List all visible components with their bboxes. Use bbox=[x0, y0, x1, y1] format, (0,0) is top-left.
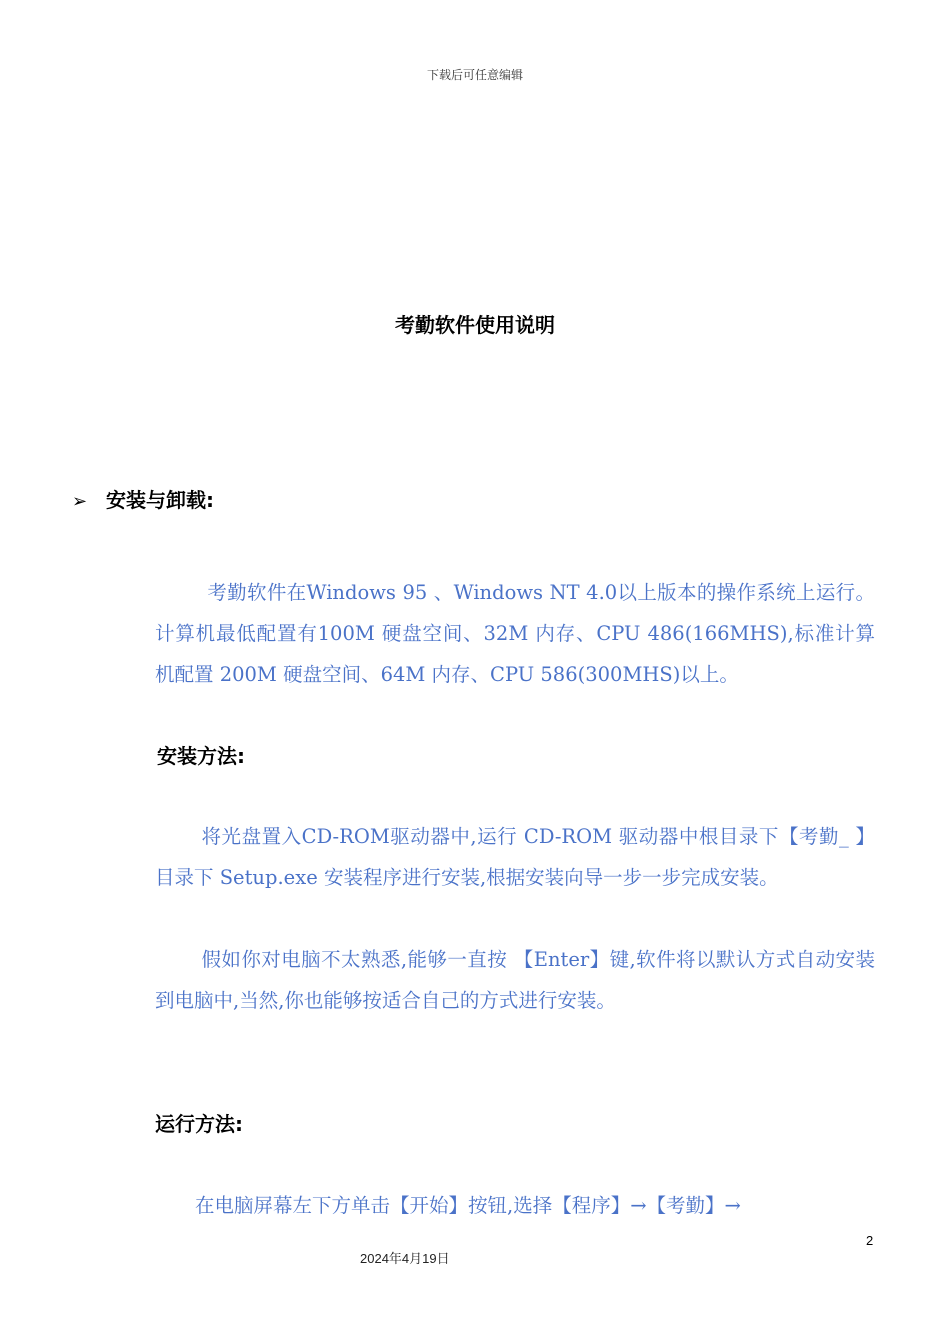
document-title: 考勤软件使用说明 bbox=[395, 313, 555, 337]
install-method-heading: 安装方法: bbox=[157, 744, 245, 768]
footer-date: 2024年4月19日 bbox=[360, 1251, 450, 1266]
requirements-paragraph bbox=[155, 572, 875, 695]
section-heading-text: 安装与卸载: bbox=[106, 488, 214, 512]
install-default-text: 假如你对电脑不太熟悉,能够一直按 【Enter】键,软件将以默认方式自动安装到电脑中,当然,你也能够按适合自己的方式进行安装。 bbox=[155, 948, 875, 1012]
install-steps-paragraph bbox=[155, 816, 875, 898]
install-steps-text: 将光盘置入CD-ROM驱动器中,运行 CD-ROM 驱动器中根目录下【考勤_ 】目录下 Setup.exe 安装程序进行安装,根据安装向导一步一步完成安装。 bbox=[155, 825, 875, 889]
run-steps-paragraph: 在电脑屏幕左下方单击【开始】按钮,选择【程序】→【考勤】→ bbox=[195, 1194, 741, 1217]
install-default-paragraph bbox=[155, 939, 875, 1021]
page-header: 下载后可任意编辑 bbox=[426, 68, 523, 82]
run-method-heading: 运行方法: bbox=[155, 1112, 243, 1136]
arrow-bullet-icon: ➢ bbox=[72, 491, 88, 512]
requirements-text: 考勤软件在Windows 95 、Windows NT 4.0以上版本的操作系统上运行。计算机最低配置有100M 硬盘空间、32M 内存、CPU 486(166MHS),标准计算机配置 200M 硬盘空间、64M 内存、CPU 586(300MHS)以上。 bbox=[155, 581, 875, 686]
page-number: 2 bbox=[866, 1233, 874, 1248]
section-heading-install-uninstall bbox=[72, 484, 214, 513]
